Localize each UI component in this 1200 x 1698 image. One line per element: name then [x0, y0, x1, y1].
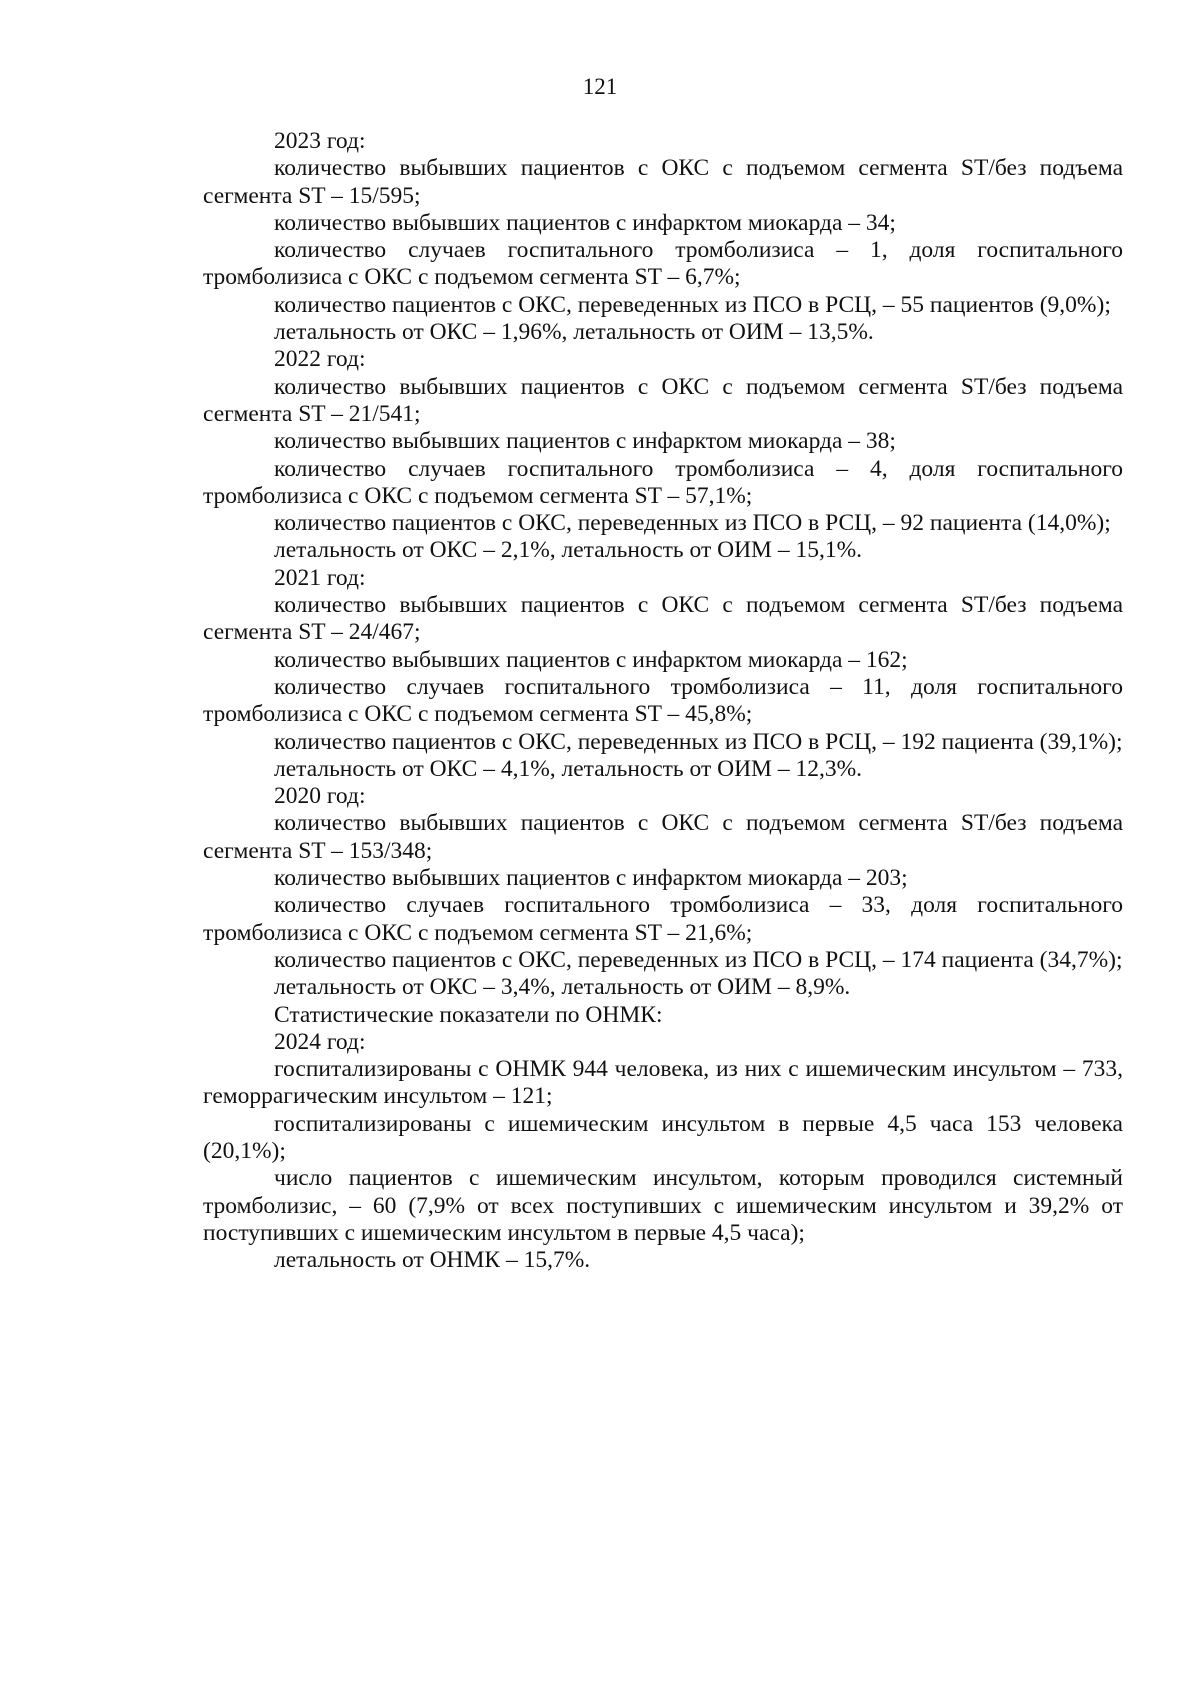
body-paragraph: количество случаев госпитального тромболизиса – 11, доля госпитального тромболизиса с ОКС с подъемом сегмента ST – 45,8%; — [203, 673, 1123, 728]
body-paragraph: количество случаев госпитального тромболизиса – 33, доля госпитального тромболизиса с ОКС с подъемом сегмента ST – 21,6%; — [203, 892, 1123, 946]
body-paragraph: количество выбывших пациентов с ОКС с подъемом сегмента ST/без подъема сегмента ST – 24/467; — [203, 592, 1123, 646]
body-paragraph: госпитализированы с ОНМК 944 человека, из них с ишемическим инсультом – 733, геморрагическим инсультом – 121; — [203, 1056, 1123, 1110]
section-heading: 2021 год: — [274, 564, 366, 591]
body-paragraph: количество выбывших пациентов с ОКС с подъемом сегмента ST/без подъема сегмента ST – 15/595; — [203, 155, 1123, 209]
section-heading: 2022 год: — [274, 346, 366, 373]
section-heading: 2024 год: — [274, 1028, 366, 1055]
section-heading: 2020 год: — [274, 783, 366, 810]
body-paragraph: летальность от ОКС – 4,1%, летальность от ОИМ – 12,3%. — [274, 755, 863, 782]
body-paragraph: количество пациентов с ОКС, переведенных из ПСО в РСЦ, – 174 пациента (34,7%); — [274, 946, 1123, 973]
body-paragraph: количество выбывших пациентов с инфарктом миокарда – 162; — [274, 646, 908, 673]
body-paragraph: количество выбывших пациентов с ОКС с подъемом сегмента ST/без подъема сегмента ST – 21/541; — [203, 373, 1123, 427]
body-paragraph: летальность от ОКС – 1,96%, летальность от ОИМ – 13,5%. — [274, 319, 874, 346]
page-number: 121 — [582, 74, 618, 99]
body-paragraph: число пациентов с ишемическим инсультом, которым проводился системный тромболизис, – 60 (7,9% от всех поступивших с ишемическим инсультом и 39,2% от поступивших с ишемическим инсультом в первые 4,5 часа); — [203, 1165, 1123, 1246]
body-paragraph: летальность от ОНМК – 15,7%. — [274, 1247, 591, 1274]
body-paragraph: количество пациентов с ОКС, переведенных из ПСО в РСЦ, – 55 пациентов (9,0%); — [274, 291, 1111, 318]
body-paragraph: количество выбывших пациентов с инфарктом миокарда – 38; — [274, 428, 896, 455]
section-heading: 2023 год: — [274, 128, 366, 154]
body-paragraph: количество выбывших пациентов с инфарктом миокарда – 203; — [274, 865, 908, 892]
body-paragraph: количество случаев госпитального тромболизиса – 1, доля госпитального тромболизиса с ОКС с подъемом сегмента ST – 6,7%; — [203, 237, 1123, 291]
body-paragraph: летальность от ОКС – 2,1%, летальность от ОИМ – 15,1%. — [274, 537, 863, 564]
section-heading: Статистические показатели по ОНМК: — [274, 1001, 663, 1028]
body-paragraph: госпитализированы с ишемическим инсультом в первые 4,5 часа 153 человека (20,1%); — [203, 1110, 1123, 1164]
body-paragraph: количество пациентов с ОКС, переведенных из ПСО в РСЦ, – 92 пациента (14,0%); — [274, 510, 1111, 537]
body-paragraph: количество случаев госпитального тромболизиса – 4, доля госпитального тромболизиса с ОКС с подъемом сегмента ST – 57,1%; — [203, 455, 1123, 509]
body-paragraph: количество пациентов с ОКС, переведенных из ПСО в РСЦ, – 192 пациента (39,1%); — [274, 728, 1123, 755]
body-paragraph: количество выбывших пациентов с инфарктом миокарда – 34; — [274, 209, 896, 236]
document-body — [203, 128, 1123, 1274]
body-paragraph: количество выбывших пациентов с ОКС с подъемом сегмента ST/без подъема сегмента ST – 153/348; — [203, 810, 1123, 864]
body-paragraph: летальность от ОКС – 3,4%, летальность от ОИМ – 8,9%. — [274, 974, 851, 1001]
